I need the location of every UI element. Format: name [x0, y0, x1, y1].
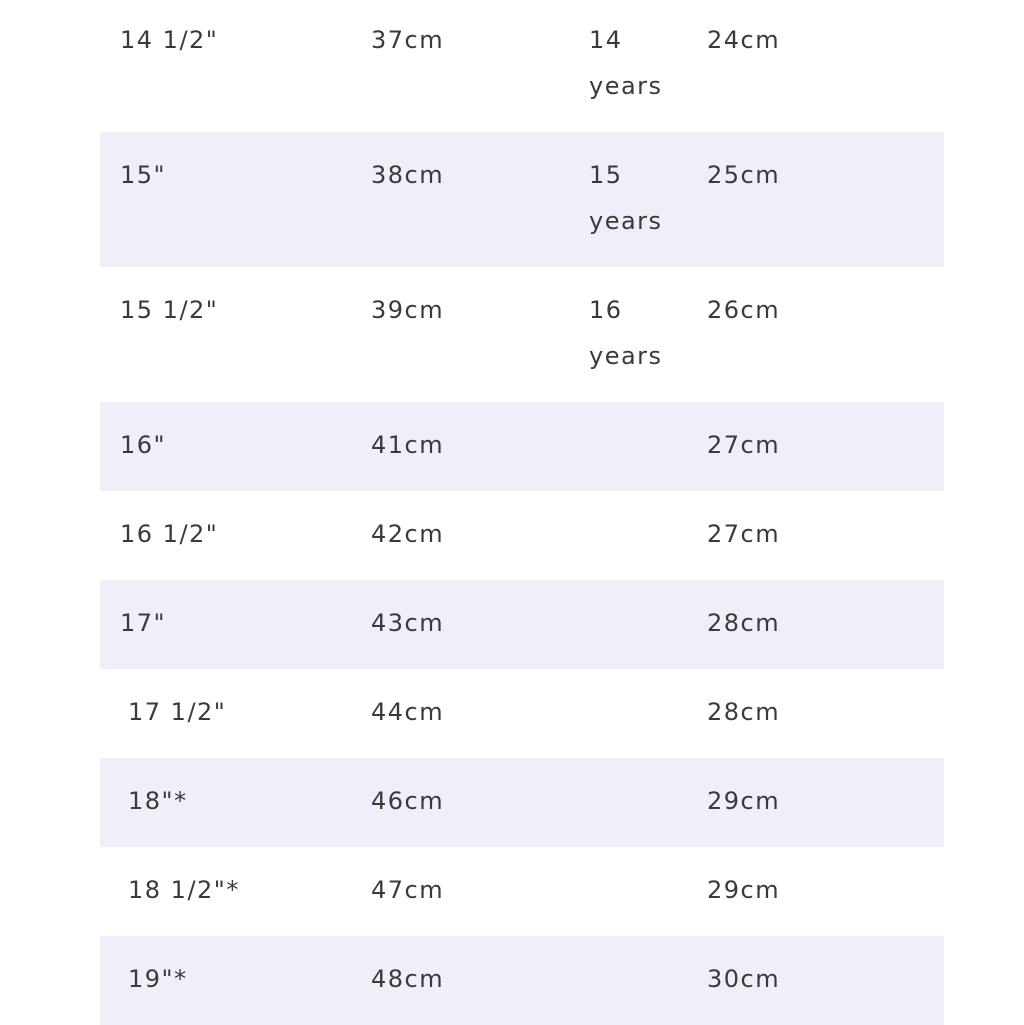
cell-collar-cm — [371, 267, 589, 402]
cell-text: 28cm — [707, 698, 781, 726]
cell-collar-inches — [100, 936, 371, 1025]
cell-measure-cm — [707, 132, 944, 267]
cell-age — [589, 402, 707, 491]
cell-text: 47cm — [371, 876, 445, 904]
cell-measure-cm — [707, 847, 944, 936]
cell-collar-inches — [100, 0, 371, 132]
table-row — [100, 580, 944, 669]
cell-age — [589, 580, 707, 669]
cell-collar-inches — [100, 267, 371, 402]
cell-text: 19"* — [128, 965, 188, 993]
table-row — [100, 847, 944, 936]
cell-text: 16 1/2" — [120, 520, 219, 548]
cell-text: 25cm — [707, 161, 781, 189]
cell-collar-inches — [100, 847, 371, 936]
cell-text: 14 years — [589, 26, 663, 100]
table-row — [100, 402, 944, 491]
table-row — [100, 0, 944, 132]
cell-measure-cm — [707, 0, 944, 132]
cell-collar-cm — [371, 491, 589, 580]
cell-text: 27cm — [707, 520, 781, 548]
cell-measure-cm — [707, 580, 944, 669]
cell-measure-cm — [707, 402, 944, 491]
table-row — [100, 758, 944, 847]
cell-text: 39cm — [371, 296, 445, 324]
cell-text: 17" — [120, 609, 167, 637]
cell-measure-cm — [707, 936, 944, 1025]
size-chart-table — [100, 0, 944, 1025]
cell-measure-cm — [707, 669, 944, 758]
cell-age — [589, 758, 707, 847]
cell-measure-cm — [707, 267, 944, 402]
table-row — [100, 936, 944, 1025]
cell-collar-inches — [100, 580, 371, 669]
table-row — [100, 132, 944, 267]
cell-collar-cm — [371, 580, 589, 669]
cell-text: 15 years — [589, 161, 663, 235]
cell-collar-inches — [100, 758, 371, 847]
cell-text: 42cm — [371, 520, 445, 548]
cell-age — [589, 847, 707, 936]
cell-collar-inches — [100, 491, 371, 580]
cell-collar-cm — [371, 936, 589, 1025]
cell-collar-cm — [371, 0, 589, 132]
cell-collar-cm — [371, 132, 589, 267]
cell-age — [589, 669, 707, 758]
cell-collar-cm — [371, 847, 589, 936]
cell-age — [589, 267, 707, 402]
cell-measure-cm — [707, 491, 944, 580]
cell-text: 15 1/2" — [120, 296, 219, 324]
size-chart-body — [100, 0, 944, 1025]
cell-text: 44cm — [371, 698, 445, 726]
cell-text: 15" — [120, 161, 167, 189]
table-row — [100, 491, 944, 580]
cell-text: 46cm — [371, 787, 445, 815]
cell-text: 17 1/2" — [128, 698, 227, 726]
cell-text: 16" — [120, 431, 167, 459]
cell-collar-inches — [100, 402, 371, 491]
cell-text: 48cm — [371, 965, 445, 993]
cell-age — [589, 491, 707, 580]
cell-text: 29cm — [707, 876, 781, 904]
cell-text: 24cm — [707, 26, 781, 54]
table-row — [100, 267, 944, 402]
cell-collar-cm — [371, 669, 589, 758]
cell-text: 16 years — [589, 296, 663, 370]
cell-age — [589, 936, 707, 1025]
cell-text: 27cm — [707, 431, 781, 459]
cell-age — [589, 0, 707, 132]
cell-text: 38cm — [371, 161, 445, 189]
cell-age — [589, 132, 707, 267]
table-row — [100, 669, 944, 758]
cell-text: 28cm — [707, 609, 781, 637]
cell-collar-inches — [100, 669, 371, 758]
cell-measure-cm — [707, 758, 944, 847]
cell-text: 41cm — [371, 431, 445, 459]
cell-text: 14 1/2" — [120, 26, 219, 54]
cell-collar-cm — [371, 758, 589, 847]
cell-text: 29cm — [707, 787, 781, 815]
cell-text: 18 1/2"* — [128, 876, 240, 904]
cell-text: 37cm — [371, 26, 445, 54]
cell-collar-cm — [371, 402, 589, 491]
cell-text: 43cm — [371, 609, 445, 637]
cell-collar-inches — [100, 132, 371, 267]
cell-text: 30cm — [707, 965, 781, 993]
cell-text: 18"* — [128, 787, 188, 815]
cell-text: 26cm — [707, 296, 781, 324]
